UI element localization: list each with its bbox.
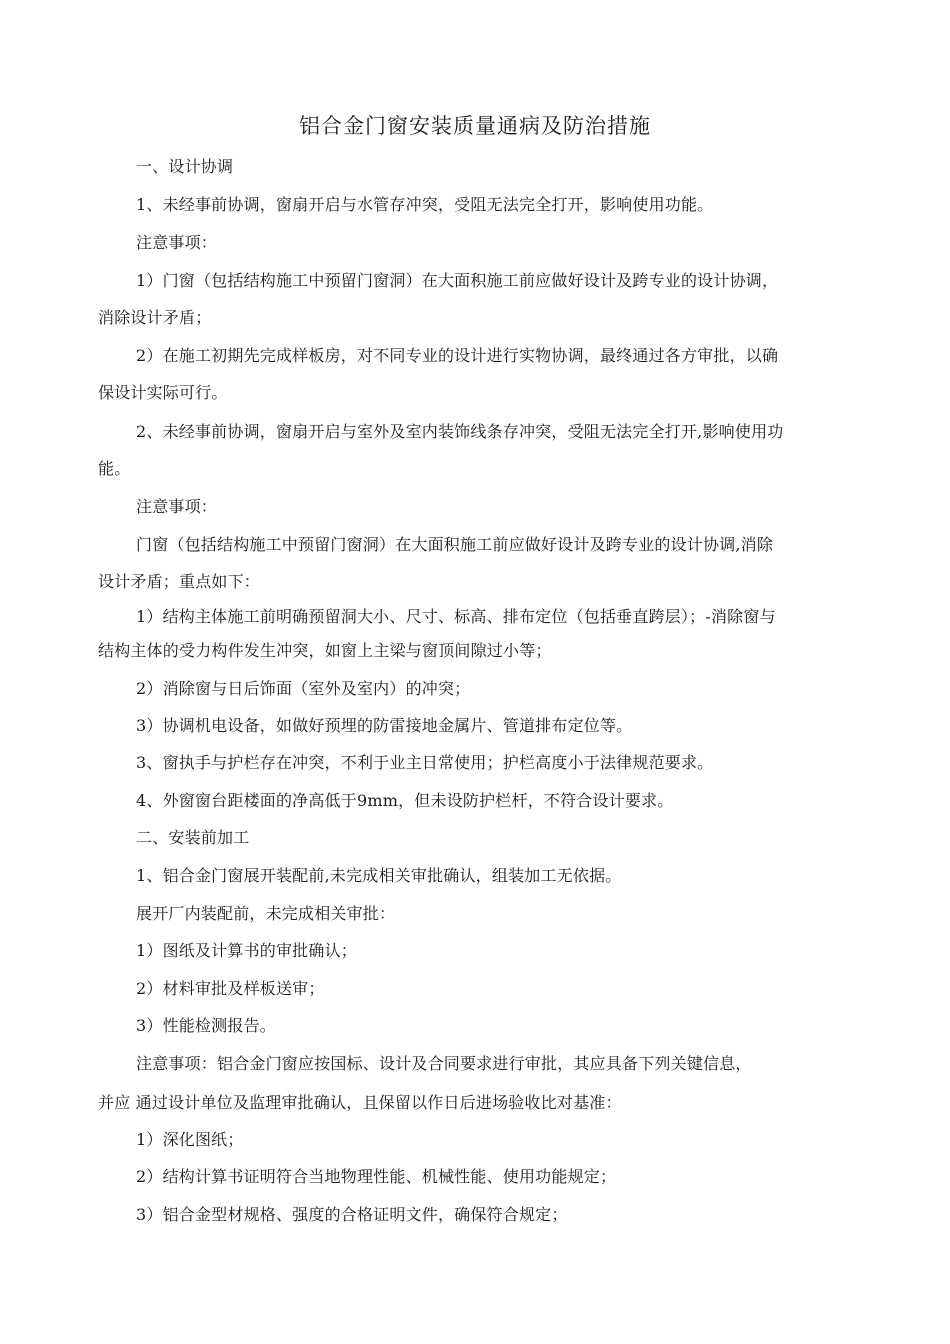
paragraph-line: 并应 通过设计单位及监理审批确认，且保留以作日后进场验收比对基准：: [98, 1093, 622, 1112]
paragraph-line: 设计矛盾；重点如下：: [98, 572, 261, 591]
paragraph-line: 2）消除窗与日后饰面（室外及室内）的冲突；: [136, 679, 471, 698]
paragraph-line: 1）门窗（包括结构施工中预留门窗洞）在大面积施工前应做好设计及跨专业的设计协调，: [136, 271, 779, 290]
paragraph-line: 1）结构主体施工前明确预留洞大小、尺寸、标高、排布定位（包括垂直跨层）；-消除窗与: [136, 607, 776, 626]
paragraph-line: 保设计实际可行。: [98, 383, 228, 402]
paragraph-line: 3）铝合金型材规格、强度的合格证明文件，确保符合规定；: [136, 1205, 568, 1224]
paragraph-line: 3、窗执手与护栏存在冲突，不利于业主日常使用；护栏高度小于法律规范要求。: [136, 753, 714, 772]
note-heading: 注意事项：: [136, 233, 218, 252]
paragraph-line: 2）材料审批及样板送审；: [136, 979, 325, 998]
paragraph-line: 能。: [98, 459, 131, 478]
paragraph-line: 结构主体的受力构件发生冲突，如窗上主梁与窗顶间隙过小等；: [98, 641, 552, 660]
paragraph-line: 1）深化图纸；: [136, 1130, 244, 1149]
section-heading: 一、设计协调: [136, 157, 234, 176]
paragraph-line: 展开厂内装配前，未完成相关审批：: [136, 904, 396, 923]
paragraph-line: 1）图纸及计算书的审批确认；: [136, 941, 357, 960]
paragraph-line: 1、未经事前协调，窗扇开启与水管存冲突，受阻无法完全打开，影响使用功能。: [136, 195, 714, 214]
paragraph-line: 3）协调机电设备，如做好预埋的防雷接地金属片、管道排布定位等。: [136, 716, 633, 735]
note-heading: 注意事项：: [136, 497, 218, 516]
document-title: 铝合金门窗安装质量通病及防治措施: [299, 114, 651, 138]
paragraph-line: 2、未经事前协调，窗扇开启与室外及室内装饰线条存冲突，受阻无法完全打开,影响使用功: [136, 422, 784, 441]
paragraph-line: 1、铝合金门窗展开装配前,未完成相关审批确认，组装加工无依据。: [136, 866, 622, 885]
paragraph-line: 3）性能检测报告。: [136, 1016, 276, 1035]
paragraph-line: 2）结构计算书证明符合当地物理性能、机械性能、使用功能规定；: [136, 1167, 617, 1186]
paragraph-line: 4、外窗窗台距楼面的净高低于9mm，但未设防护栏杆，不符合设计要求。: [136, 791, 674, 810]
section-heading: 二、安装前加工: [136, 828, 250, 847]
paragraph-line: 消除设计矛盾；: [98, 308, 212, 327]
paragraph-line: 门窗（包括结构施工中预留门窗洞）在大面积施工前应做好设计及跨专业的设计协调,消除: [136, 535, 774, 554]
note-heading: 注意事项：铝合金门窗应按国标、设计及合同要求进行审批，其应具备下列关键信息，: [136, 1054, 752, 1073]
paragraph-line: 2）在施工初期先完成样板房，对不同专业的设计进行实物协调，最终通过各方审批，以确: [136, 346, 779, 365]
